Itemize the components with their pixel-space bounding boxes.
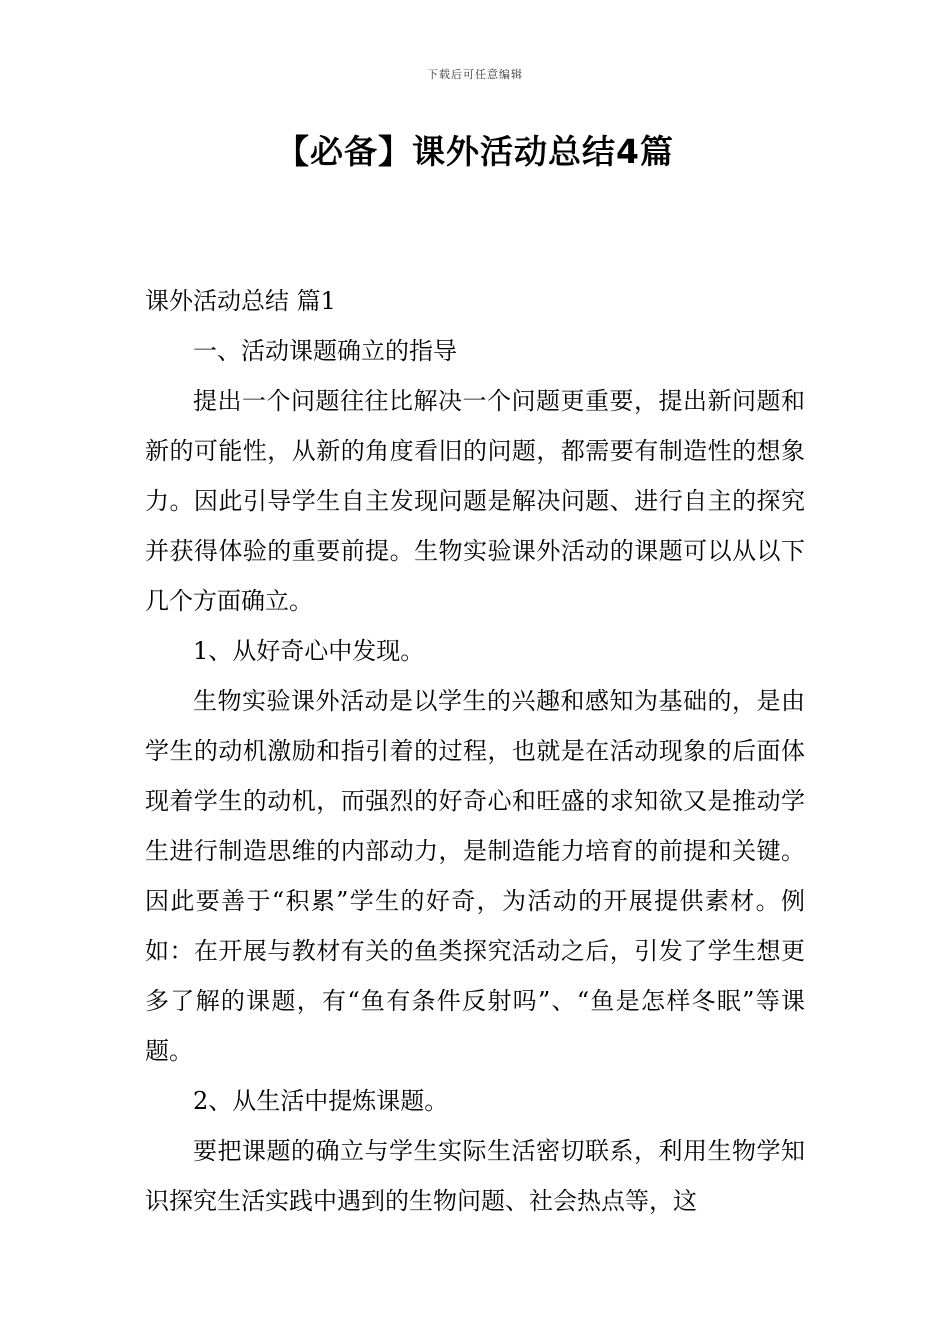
paragraph-1: 提出一个问题往往比解决一个问题更重要，提出新问题和新的可能性，从新的角度看旧的问题，都需要有制造性的想象力。因此引导学生自主发现问题是解决问题、进行自主的探究并获得体验的重要前提。生物实验课外活动的课题可以从以下几个方面确立。 xyxy=(145,387,805,615)
header-note: 下载后可任意编辑 xyxy=(427,68,523,81)
document-body xyxy=(145,276,805,1226)
section-heading: 课外活动总结 篇1 xyxy=(145,287,336,315)
document-title: 【必备】课外活动总结4篇 xyxy=(276,132,674,171)
subheading-1: 一、活动课题确立的指导 xyxy=(193,337,457,365)
paragraph-3: 要把课题的确立与学生实际生活密切联系，利用生物学知识探究生活实践中遇到的生物问题、社会热点等，这 xyxy=(145,1137,805,1215)
subheading-2: 1、从好奇心中发现。 xyxy=(193,637,425,665)
subheading-3: 2、从生活中提炼课题。 xyxy=(193,1087,449,1115)
paragraph-2: 生物实验课外活动是以学生的兴趣和感知为基础的，是由学生的动机激励和指引着的过程，也就是在活动现象的后面体现着学生的动机，而强烈的好奇心和旺盛的求知欲又是推动学生进行制造思维的内部动力，是制造能力培育的前提和关键。因此要善于“积累”学生的好奇，为活动的开展提供素材。例如：在开展与教材有关的鱼类探究活动之后，引发了学生想更多了解的课题，有“鱼有条件反射吗”、“鱼是怎样冬眠”等课题。 xyxy=(145,687,805,1065)
